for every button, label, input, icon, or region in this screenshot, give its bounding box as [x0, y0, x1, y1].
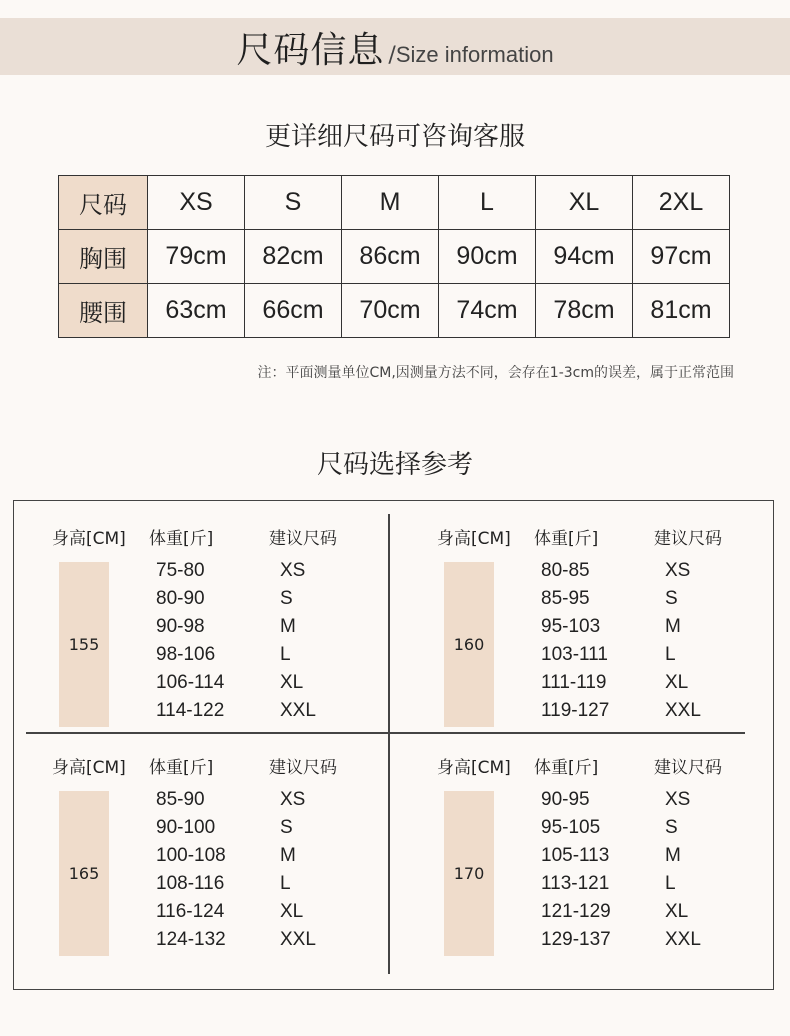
suggested-size: XL [665, 901, 689, 922]
weight-range: 100-108 [156, 845, 226, 866]
weight-range: 116-124 [156, 901, 225, 922]
col-header-size: 建议尺码 [269, 758, 337, 778]
reference-group-155 [52, 524, 392, 744]
page-title-en: Size information [395, 42, 554, 67]
list-item [52, 700, 392, 728]
table-cell: 94cm [536, 230, 633, 284]
list-item [437, 560, 777, 588]
weight-range: 106-114 [156, 672, 225, 693]
weight-range: 95-105 [541, 817, 601, 838]
size-table [58, 175, 730, 338]
list-item [52, 644, 392, 672]
weight-range: 80-90 [156, 588, 205, 609]
weight-range: 90-98 [156, 616, 205, 637]
height-value: 155 [68, 635, 100, 654]
col-header-weight: 体重[斤] [149, 758, 214, 778]
suggested-size: S [280, 817, 293, 838]
weight-range: 108-116 [156, 873, 225, 894]
list-item [437, 817, 777, 845]
weight-range: 95-103 [541, 616, 601, 637]
list-item [52, 817, 392, 845]
weight-range: 103-111 [541, 644, 608, 665]
title-separator: / [388, 43, 396, 68]
row-label-bust: 胸围 [59, 230, 148, 284]
table-cell: 82cm [245, 230, 342, 284]
weight-range: 75-80 [156, 560, 205, 581]
list-item [52, 560, 392, 588]
list-item [437, 929, 777, 957]
list-item [52, 929, 392, 957]
suggested-size: XL [280, 672, 304, 693]
page-title [0, 22, 790, 73]
suggested-size: M [665, 845, 681, 866]
col-header-size: 建议尺码 [269, 529, 337, 549]
list-item [52, 789, 392, 817]
row-label-waist: 腰围 [59, 284, 148, 338]
weight-range: 85-90 [156, 789, 205, 810]
list-item [437, 644, 777, 672]
reference-group-170 [437, 753, 777, 973]
suggested-size: XS [280, 789, 306, 810]
suggested-size: L [665, 644, 676, 665]
col-header-size: 建议尺码 [654, 758, 722, 778]
col-header-weight: 体重[斤] [149, 529, 214, 549]
table-cell: 97cm [633, 230, 730, 284]
list-item [52, 873, 392, 901]
table-cell: 81cm [633, 284, 730, 338]
suggested-size: XXL [665, 700, 701, 721]
col-header-size: 建议尺码 [654, 529, 722, 549]
list-item [437, 873, 777, 901]
size-header-label: 尺码 [59, 176, 148, 230]
size-header-cell: S [245, 176, 342, 230]
weight-range: 90-100 [156, 817, 216, 838]
suggested-size: XXL [280, 929, 316, 950]
table-cell: 66cm [245, 284, 342, 338]
suggested-size: XS [280, 560, 306, 581]
weight-range: 111-119 [541, 672, 607, 693]
suggested-size: L [665, 873, 676, 894]
weight-range: 90-95 [541, 789, 590, 810]
weight-range: 85-95 [541, 588, 590, 609]
table-cell: 86cm [342, 230, 439, 284]
col-header-height: 身高[CM] [437, 758, 511, 778]
table-cell: 63cm [148, 284, 245, 338]
height-value: 165 [68, 864, 100, 883]
list-item [437, 672, 777, 700]
weight-range: 80-85 [541, 560, 590, 581]
list-item [52, 672, 392, 700]
col-header-height: 身高[CM] [437, 529, 511, 549]
col-header-height: 身高[CM] [52, 529, 126, 549]
suggested-size: XS [665, 560, 691, 581]
list-item [52, 588, 392, 616]
list-item [437, 901, 777, 929]
suggested-size: XS [665, 789, 691, 810]
col-header-weight: 体重[斤] [534, 758, 599, 778]
suggested-size: XL [665, 672, 689, 693]
list-item [437, 789, 777, 817]
size-table-row-waist [59, 284, 730, 338]
size-table-row-bust [59, 230, 730, 284]
col-header-height: 身高[CM] [52, 758, 126, 778]
col-header-weight: 体重[斤] [534, 529, 599, 549]
size-header-cell: XL [536, 176, 633, 230]
suggested-size: L [280, 644, 291, 665]
weight-range: 119-127 [541, 700, 610, 721]
list-item [437, 616, 777, 644]
height-value: 170 [453, 864, 485, 883]
weight-range: 129-137 [541, 929, 611, 950]
weight-range: 105-113 [541, 845, 610, 866]
suggested-size: M [280, 845, 296, 866]
size-header-cell: M [342, 176, 439, 230]
weight-range: 124-132 [156, 929, 226, 950]
table-cell: 78cm [536, 284, 633, 338]
reference-group-160 [437, 524, 777, 744]
size-table-header-row [59, 176, 730, 230]
suggested-size: L [280, 873, 291, 894]
size-header-cell: 2XL [633, 176, 730, 230]
suggested-size: S [665, 588, 678, 609]
size-header-cell: L [439, 176, 536, 230]
size-reference-subtitle: 尺码选择参考 [316, 450, 473, 480]
size-header-cell: XS [148, 176, 245, 230]
list-item [437, 845, 777, 873]
list-item [437, 700, 777, 728]
suggested-size: XL [280, 901, 304, 922]
list-item [52, 616, 392, 644]
table-cell: 90cm [439, 230, 536, 284]
suggested-size: XXL [280, 700, 316, 721]
height-value: 160 [453, 635, 485, 654]
suggested-size: S [665, 817, 678, 838]
list-item [437, 588, 777, 616]
reference-group-165 [52, 753, 392, 973]
measurement-note: 注：平面测量单位CM,因测量方法不同，会存在1-3cm的误差，属于正常范围 [257, 365, 734, 381]
suggested-size: M [280, 616, 296, 637]
suggested-size: S [280, 588, 293, 609]
table-cell: 79cm [148, 230, 245, 284]
list-item [52, 845, 392, 873]
size-detail-subtitle: 更详细尺码可咨询客服 [264, 122, 525, 152]
suggested-size: M [665, 616, 681, 637]
weight-range: 114-122 [156, 700, 225, 721]
table-cell: 74cm [439, 284, 536, 338]
weight-range: 121-129 [541, 901, 611, 922]
suggested-size: XXL [665, 929, 701, 950]
table-cell: 70cm [342, 284, 439, 338]
weight-range: 113-121 [541, 873, 610, 894]
weight-range: 98-106 [156, 644, 216, 665]
list-item [52, 901, 392, 929]
page-title-cn: 尺码信息 [236, 30, 385, 71]
